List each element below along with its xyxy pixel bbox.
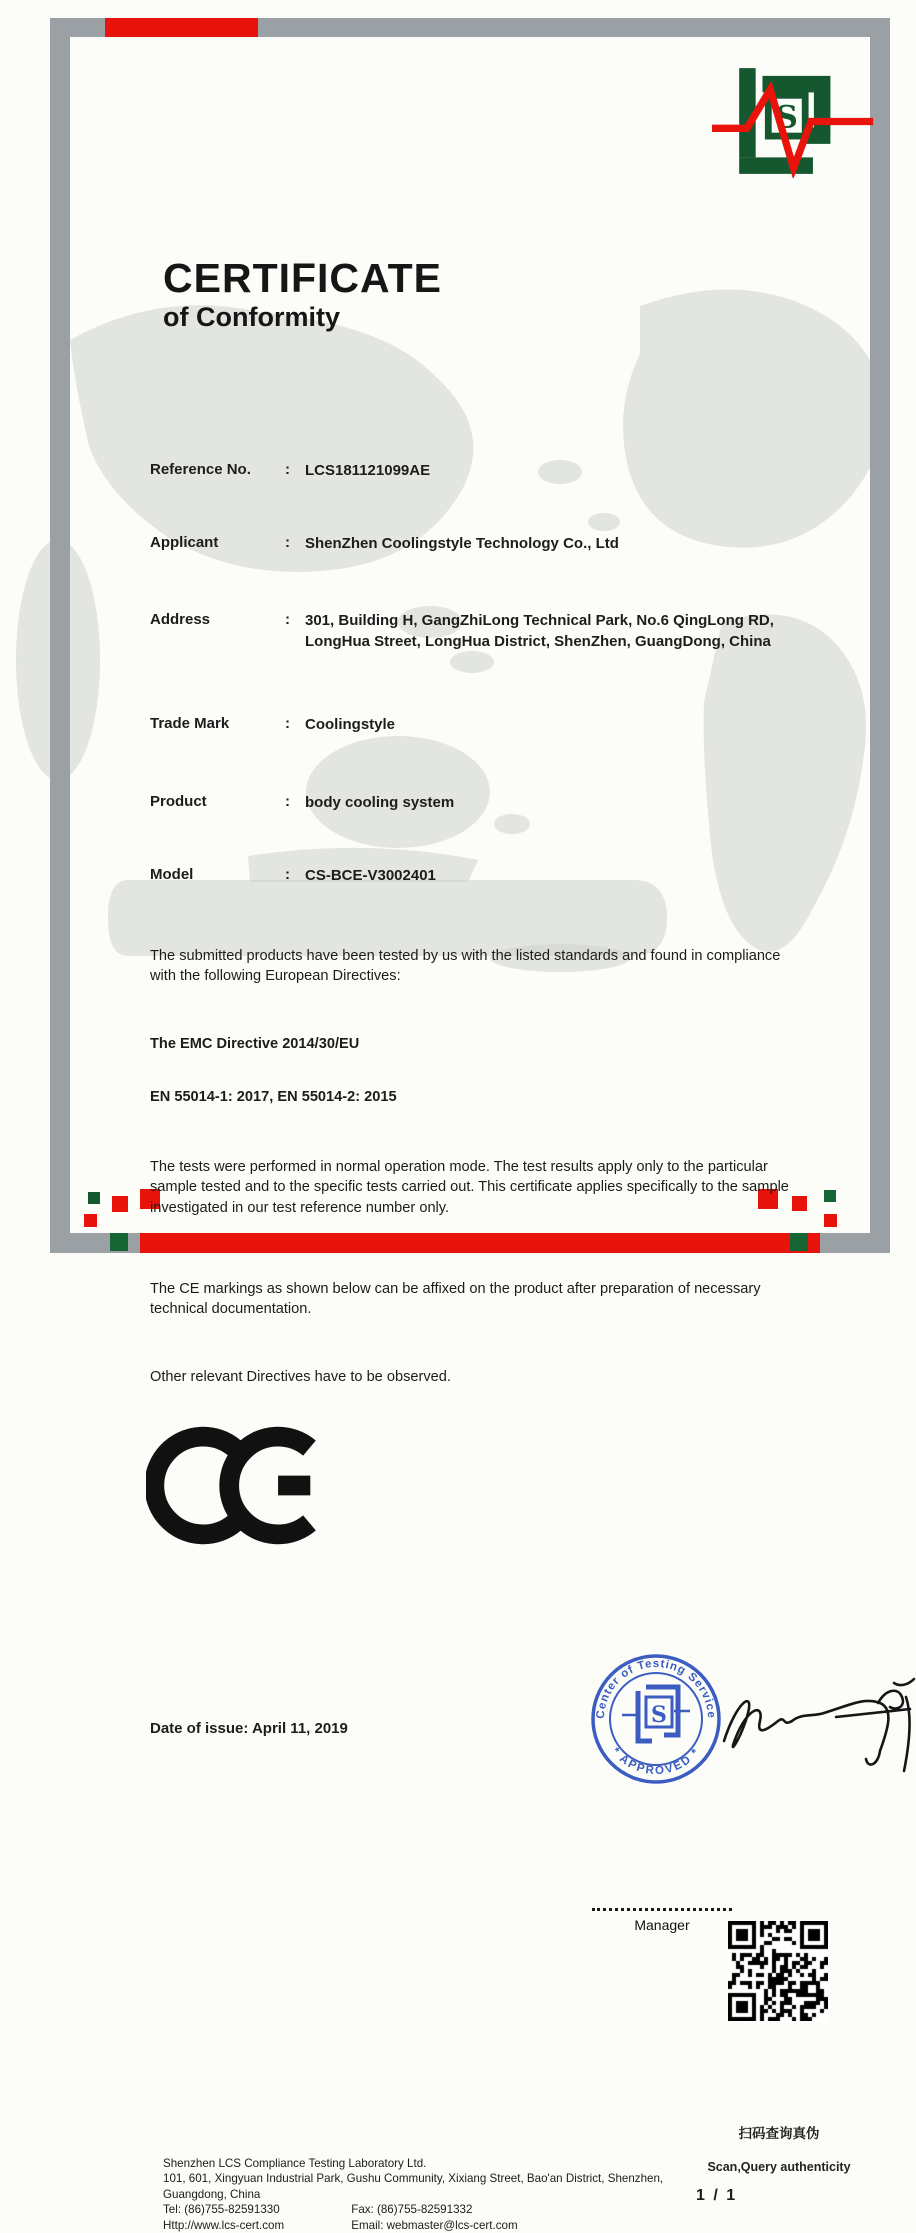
field-value: ShenZhen Coolingstyle Technology Co., Ltd	[305, 534, 619, 552]
mosaic-square	[824, 1214, 837, 1227]
field-colon: :	[285, 611, 290, 629]
date-of-issue: Date of issue: April 11, 2019	[150, 1720, 348, 1738]
field-value: 301, Building H, GangZhiLong Technical Park, No.6 QingLong RD, LongHua Street, LongHua District, ShenZhen, GuangDong, China	[305, 612, 774, 651]
footer-webemail	[163, 2218, 723, 2233]
page-number: 1 / 1	[696, 2187, 738, 2205]
directive-line: The EMC Directive 2014/30/EU	[150, 1036, 360, 1053]
mosaic-square	[88, 1192, 100, 1204]
stamp-logo-letter: S	[651, 1702, 667, 1729]
ce-mark	[146, 1421, 916, 1556]
field-row	[150, 534, 916, 555]
mosaic-square	[824, 1190, 836, 1202]
qr-caption-en: Scan,Query authenticity	[707, 2160, 851, 2175]
qr-caption-zh: 扫码查询真伪	[738, 2126, 820, 2142]
field-row	[150, 866, 916, 887]
field-label: Product	[150, 793, 207, 811]
signature	[702, 1663, 916, 1803]
mosaic-square	[110, 1233, 128, 1251]
stamp-center-logo	[622, 1687, 690, 1741]
signature-line	[592, 1908, 732, 1911]
logo-letter: S	[775, 99, 798, 136]
field-colon: :	[285, 461, 290, 478]
field-label: Model	[150, 866, 194, 884]
footer-fax: Fax: (86)755-82591332	[351, 2203, 473, 2217]
frame-top-red-accent	[105, 18, 258, 37]
footer-web: Http://www.lcs-cert.com	[163, 2218, 285, 2232]
certificate-title: CERTIFICATE	[163, 255, 443, 301]
other-note-paragraph: Other relevant Directives have to be observed.	[150, 1368, 451, 1385]
field-value: LCS181121099AE	[305, 462, 431, 479]
footer-tel: Tel: (86)755-82591330	[163, 2203, 280, 2217]
field-label: Reference No.	[150, 461, 251, 478]
signer-title: Manager	[634, 1917, 690, 1934]
field-colon: :	[285, 533, 290, 551]
lcs-logo	[712, 66, 877, 178]
certificate-subtitle: of Conformity	[163, 302, 340, 332]
mosaic-square	[112, 1196, 128, 1212]
frame-left	[50, 18, 70, 1253]
standards-line: EN 55014-1: 2017, EN 55014-2: 2015	[150, 1089, 397, 1106]
stamp-top-text: Center of Testing Service	[594, 1658, 718, 1720]
field-label: Applicant	[150, 533, 219, 551]
footer-company: Shenzhen LCS Compliance Testing Laboratory Ltd.	[163, 2157, 427, 2171]
frame-bottom-red-accent	[140, 1233, 820, 1253]
field-colon: :	[285, 714, 290, 732]
footer-address1: 101, 601, Xingyuan Industrial Park, Gushu Community, Xixiang Street, Bao'an District, Shenzhen,	[163, 2172, 664, 2186]
mosaic-square	[790, 1233, 808, 1251]
field-label: Trade Mark	[150, 714, 230, 732]
footer-telfax	[163, 2202, 723, 2217]
field-value: Coolingstyle	[305, 715, 396, 733]
field-row	[150, 793, 916, 814]
title-block	[163, 255, 916, 333]
ce-note-paragraph: The CE markings as shown below can be affixed on the product after preparation of necessary technical documentation.	[150, 1280, 761, 1317]
field-colon: :	[285, 793, 290, 811]
tests-note-paragraph: The tests were performed in normal operation mode. The test results apply only to the particular sample tested and to the specific tests carried out. This certificate applies specifically to the sample investigated in our test reference number only.	[150, 1159, 789, 1216]
footer-address2: Guangdong, China	[163, 2187, 261, 2201]
qr-code	[728, 1921, 828, 2021]
field-value: CS-BCE-V3002401	[305, 867, 436, 885]
field-label: Address	[150, 611, 211, 629]
field-row	[150, 611, 916, 652]
stamp-bottom-text: * APPROVED *	[609, 1745, 703, 1778]
field-colon: :	[285, 866, 290, 884]
field-row	[150, 715, 916, 736]
field-value: body cooling system	[305, 794, 455, 812]
field-row	[150, 461, 916, 482]
footer-email: Email: webmaster@lcs-cert.com	[351, 2218, 518, 2232]
mosaic-square	[84, 1214, 97, 1227]
intro-paragraph: The submitted products have been tested by us with the listed standards and found in compliance with the following European Directives:	[150, 947, 781, 984]
footer-info	[163, 2156, 723, 2233]
